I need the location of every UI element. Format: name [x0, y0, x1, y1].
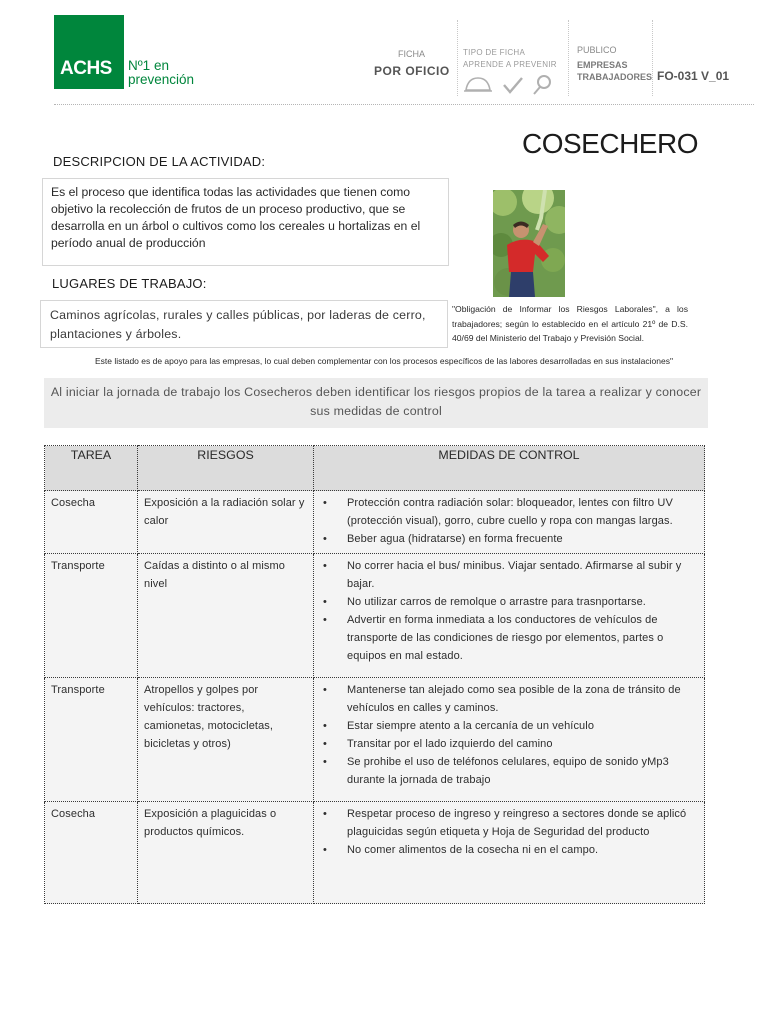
- control-table: [44, 445, 705, 904]
- medida-item: • Transitar por el lado izquierdo del camino: [320, 735, 698, 753]
- col-header-medidas: MEDIDAS DE CONTROL: [314, 446, 705, 491]
- instruction-banner: Al iniciar la jornada de trabajo los Cosecheros deben identificar los riesgos propios de la tarea a realizar y conocer sus medidas de control: [44, 378, 708, 428]
- document-code: FO-031 V_01: [657, 69, 730, 83]
- table-header-row: [45, 446, 705, 491]
- cell-medidas: [314, 554, 705, 678]
- ficha-value: POR OFICIO: [374, 64, 450, 78]
- tipo-ficha-label: TIPO DE FICHA: [463, 48, 526, 57]
- col-header-riesgos: RIESGOS: [138, 446, 314, 491]
- cell-riesgo: Exposición a la radiación solar y calor: [138, 491, 314, 554]
- obligacion-text: "Obligación de Informar los Riesgos Laborales", a los trabajadores; según lo establecido en el artículo 21º de D.S. 40/69 del Ministerio del Trabajo y Previsión Social.: [452, 304, 688, 343]
- publico-label: PUBLICO: [577, 45, 617, 55]
- descripcion-text: Es el proceso que identifica todas las actividades que tienen como objetivo la recolección de frutos de un proceso productivo, que se desarrolla en un árbol o cultivos como los cereales u hortalizas en el período anual de producción: [42, 178, 449, 266]
- publico-trabajadores: TRABAJADORES: [577, 72, 653, 82]
- header-divider: [457, 20, 458, 96]
- cell-tarea: Cosecha: [45, 802, 138, 904]
- medida-item: • Mantenerse tan alejado como sea posible de la zona de tránsito de vehículos en calles y caminos.: [320, 681, 698, 717]
- cell-tarea: Cosecha: [45, 491, 138, 554]
- header-divider: [652, 20, 653, 96]
- worker-photo: [493, 190, 565, 297]
- table-row: [45, 554, 705, 678]
- header-separator: [54, 104, 754, 105]
- table-row: [45, 491, 705, 554]
- tipo-ficha-value: APRENDE A PREVENIR: [463, 60, 557, 69]
- descripcion-heading: DESCRIPCION DE LA ACTIVIDAD:: [53, 154, 266, 169]
- lugares-text: Caminos agrícolas, rurales y calles públicas, por laderas de cerro, plantaciones y árboles.: [40, 300, 448, 348]
- apoyo-note: Este listado es de apoyo para las empresas, lo cual deben complementar con los procesos específicos de las labores desarrolladas en sus instalaciones": [94, 356, 674, 366]
- medida-item: • Respetar proceso de ingreso y reingreso a sectores donde se aplicó plaguicidas según etiqueta y Hoja de Seguridad del producto: [320, 805, 698, 841]
- logo-tagline-line2: prevención: [128, 72, 195, 87]
- achs-logo: [54, 15, 124, 89]
- cell-tarea: Transporte: [45, 678, 138, 802]
- medida-item: • Advertir en forma inmediata a los conductores de vehículos de transporte de las condiciones de riesgo por elementos, partes o equipos en mal estado.: [320, 611, 698, 665]
- medida-item: • No comer alimentos de la cosecha ni en el campo.: [320, 841, 698, 859]
- medida-item: • No correr hacia el bus/ minibus. Viajar sentado. Afirmarse al subir y bajar.: [320, 557, 698, 593]
- cell-riesgo: Atropellos y golpes por vehículos: tractores, camionetas, motocicletas, bicicletas y otros): [138, 678, 314, 802]
- cell-medidas: [314, 802, 705, 904]
- header-divider: [568, 20, 569, 96]
- check-icon: [504, 78, 522, 92]
- medida-item: • Se prohibe el uso de teléfonos celulares, equipo de sonido yMp3 durante la jornada de trabajo: [320, 753, 698, 789]
- tipo-ficha-icons: [464, 73, 558, 97]
- col-header-tarea: TAREA: [45, 446, 138, 491]
- logo-text: ACHS: [60, 58, 112, 79]
- cell-medidas: [314, 491, 705, 554]
- table-row: [45, 678, 705, 802]
- medida-item: • No utilizar carros de remolque o arrastre para trasnportarse.: [320, 593, 698, 611]
- medida-item: • Protección contra radiación solar: bloqueador, lentes con filtro UV (protección visual), gorro, cubre cuello y ropa con mangas largas.: [320, 494, 698, 530]
- page-title: COSECHERO: [522, 128, 698, 159]
- medida-item: • Estar siempre atento a la cercanía de un vehículo: [320, 717, 698, 735]
- cell-riesgo: Caídas a distinto o al mismo nivel: [138, 554, 314, 678]
- logo-tagline: [128, 59, 194, 87]
- table-row: [45, 802, 705, 904]
- magnifier-icon: [534, 76, 550, 94]
- helmet-icon: [464, 78, 492, 91]
- cell-medidas: [314, 678, 705, 802]
- ficha-label: FICHA: [398, 49, 425, 59]
- publico-empresas: EMPRESAS: [577, 60, 628, 70]
- publico-value: [577, 59, 657, 83]
- cell-tarea: Transporte: [45, 554, 138, 678]
- cell-riesgo: Exposición a plaguicidas o productos químicos.: [138, 802, 314, 904]
- logo-tagline-line1: Nº1 en: [128, 58, 169, 73]
- medida-item: • Beber agua (hidratarse) en forma frecuente: [320, 530, 698, 548]
- lugares-heading: LUGARES DE TRABAJO:: [52, 276, 207, 291]
